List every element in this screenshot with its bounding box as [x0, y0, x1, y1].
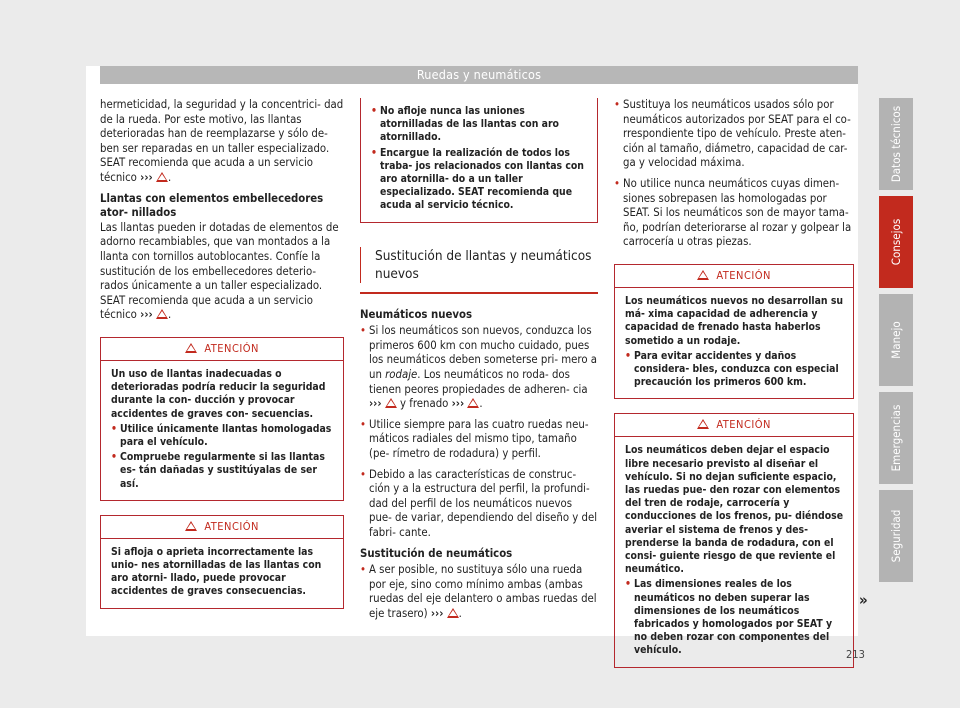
list-item: • Utilice siempre para las cuatro ruedas neu- máticos radiales del mismo tipo, tamaño (pe- rímetro de rodadura) y perfil.: [360, 418, 598, 462]
subheading: Neumáticos nuevos: [360, 307, 473, 321]
ref-arrows: ›››: [451, 397, 465, 411]
ref-arrows: ›››: [140, 308, 153, 322]
warning-box-header: ATENCIÓN: [101, 338, 343, 361]
list-item: • Debido a las características de construc- ción y a la estructura del perfil, la profundi- dad del perfil de los neumáticos nuevos pue- de variar, dependiendo del diseño y del fabri- cante.: [360, 468, 598, 541]
section-heading-wrap: [360, 247, 598, 283]
warning-box-body: Los neumáticos deben dejar el espacio libre necesario previsto al diseñar el vehículo. Si no dejan suficiente espacio, las ruedas pue- den rozar con elementos del tren de rodaje, carrocería y conducciones de los frenos, pu- diéndose averiar el sistema de frenos y des- prenderse la banda de rodadura, con el consi- guiente riesgo de que reviente el neumático. • Las dimensiones reales de los neumáticos no deben superar las dimensiones de los neumáticos fabricados y homologados por SEAT y no deben rozar con componentes del vehículo.: [615, 437, 853, 666]
warning-icon: [185, 521, 197, 531]
subheading: Sustitución de neumáticos: [360, 546, 513, 560]
warning-icon: [185, 343, 197, 353]
warning-box: [100, 337, 344, 501]
list-item: • Si los neumáticos son nuevos, conduzca los primeros 600 km con mucho cuidado, pues los neumáticos deben someterse pri- mero a un rodaje. Los neumáticos no roda- dos tienen peores propiedades de adheren- cia ››› y frenado ››› .: [360, 324, 598, 412]
header-title: Ruedas y neumáticos: [416, 67, 542, 82]
list-item: • Para evitar accidentes y daños considera- bles, conduzca con especial precaución los primeros 600 km.: [625, 350, 845, 390]
warning-icon: [156, 172, 168, 182]
section-divider: [360, 292, 598, 294]
tab-datos-tecnicos[interactable]: Datos técnicos: [879, 98, 913, 190]
warning-icon: [447, 608, 459, 618]
page-number: 213: [846, 648, 865, 661]
warning-box-body: Los neumáticos nuevos no desarrollan su má- xima capacidad de adherencia y capacidad de frenado hasta haberlos sometido a un rodaje. • Para evitar accidentes y daños considera- bles, conduzca con especial precaución los primeros 600 km.: [615, 288, 853, 398]
ref-arrows: ›››: [369, 397, 382, 411]
warning-box-header: ATENCIÓN: [615, 414, 853, 437]
list-item: • Encargue la realización de todos los traba- jos relacionados con llantas con aro atornilla- do a un taller especializado. SEAT recomienda que acuda al servicio técnico.: [371, 147, 589, 213]
column-1: [100, 98, 344, 609]
warning-icon: [156, 309, 168, 319]
warning-box-body: Si afloja o aprieta incorrectamente las unio- nes atornilladas de las llantas con aro atorni- llado, puede provocar accidentes de graves consecuencias.: [111, 545, 322, 598]
warning-box-body: [361, 98, 597, 222]
tab-manejo[interactable]: Manejo: [879, 294, 913, 386]
header-bar: [100, 66, 858, 84]
continue-arrows: »: [859, 591, 868, 609]
list-item: • Compruebe regularmente si las llantas es- tán dañadas y sustitúyalas de ser así.: [111, 451, 335, 491]
warning-box: [614, 264, 854, 399]
section-title: Sustitución de llantas y neumáticos nuevos: [360, 247, 598, 283]
list-item: • No utilice nunca neumáticos cuyas dimen- siones sobrepasen las homologadas por SEAT. Si los neumáticos son de mayor tama- ño, podrían deteriorarse al rozar y golpear la carrocería u otras piezas.: [614, 177, 854, 250]
tab-emergencias[interactable]: Emergencias: [879, 392, 913, 484]
list-item: • Las dimensiones reales de los neumáticos no deben superar las dimensiones de los neumáticos fabricados y homologados por SEAT y no deben rozar con componentes del vehículo.: [625, 578, 845, 657]
column-2: [360, 98, 598, 628]
paragraph: Las llantas pueden ir dotadas de elementos de adorno recambiables, que van montados a la llanta con tornillos autoblocantes. Confíe la sustitución de los embellecedores deterio- rados únicamente a un taller especializado. SEAT recomienda que acuda a un servicio técnico ››› .: [100, 220, 339, 322]
warning-box-header: ATENCIÓN: [101, 516, 343, 539]
ref-arrows: ›››: [140, 170, 153, 184]
warning-icon: [467, 398, 479, 408]
warning-box: [614, 413, 854, 667]
subheading: Llantas con elementos embellecedores ator- nillados: [100, 191, 324, 220]
list-item: • A ser posible, no sustituya sólo una rueda por eje, sino como mínimo ambas (ambas ruedas del eje delantero o ambas ruedas del eje trasero) ››› .: [360, 563, 598, 621]
warning-box-continued: [360, 98, 598, 223]
tab-consejos[interactable]: Consejos: [879, 196, 913, 288]
warning-icon: [697, 419, 709, 429]
warning-box-header: ATENCIÓN: [615, 265, 853, 288]
warning-icon: [385, 398, 397, 408]
warning-box-body: Un uso de llantas inadecuadas o deterioradas podría reducir la seguridad durante la con- ducción y provocar accidentes de graves con- secuencias. • Utilice únicamente llantas homologadas para el vehículo. • Compruebe regularmente si las llantas es- tán dañadas y sustitúyalas de ser así.: [101, 361, 343, 500]
ref-arrows: ›››: [430, 606, 444, 620]
list-item: • Sustituya los neumáticos usados sólo por neumáticos autorizados por SEAT para el co- rrespondiente tipo de vehículo. Preste aten- ción al tamaño, diámetro, capacidad de car- ga y velocidad máxima.: [614, 98, 854, 171]
warning-icon: [697, 270, 709, 280]
paragraph: hermeticidad, la seguridad y la concentrici- dad de la rueda. Por este motivo, las llantas deterioradas han de reemplazarse y sólo de- ben ser reparadas en un taller especializado. SEAT recomienda que acuda a un servicio técnico ››› .: [100, 98, 344, 184]
warning-box: [100, 515, 344, 609]
list-item: • No afloje nunca las uniones atornilladas de las llantas con aro atornillado.: [371, 105, 589, 145]
column-3: [614, 98, 854, 668]
list-item: • Utilice únicamente llantas homologadas para el vehículo.: [111, 423, 335, 449]
tab-seguridad[interactable]: Seguridad: [879, 490, 913, 582]
